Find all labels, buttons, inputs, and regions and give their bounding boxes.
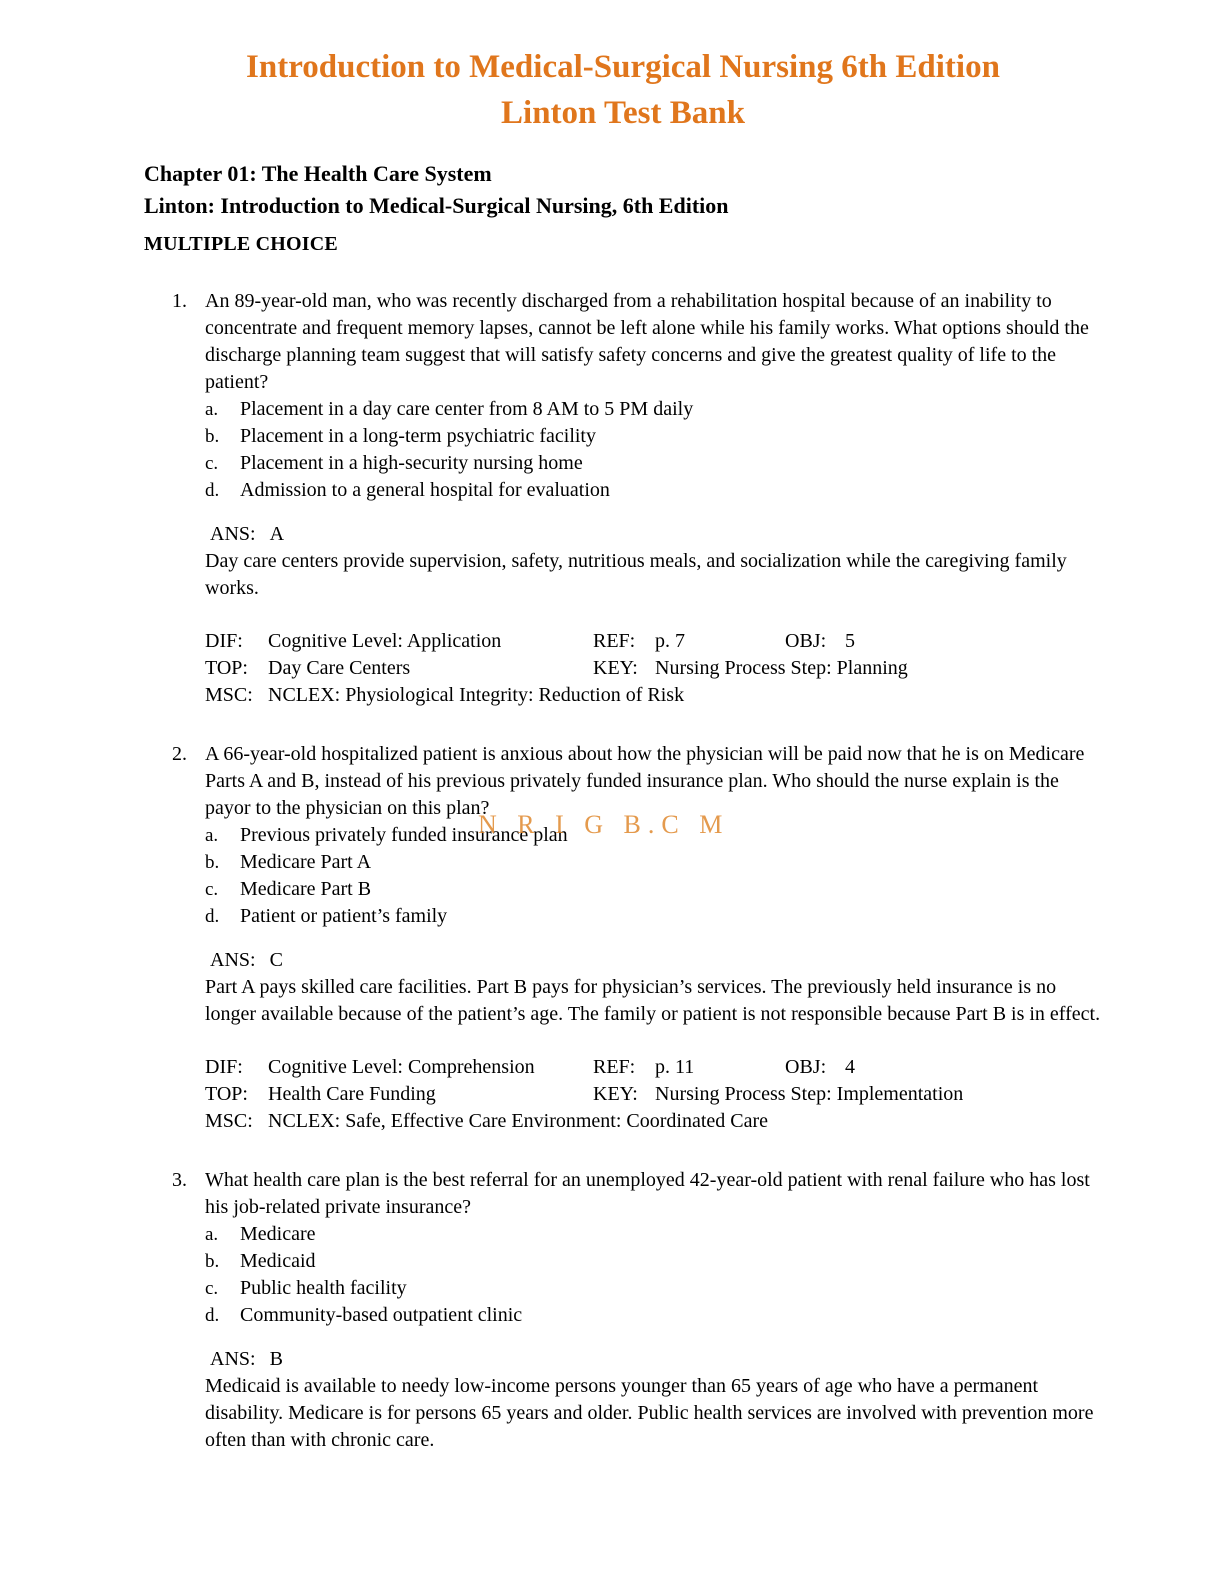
option-text: Medicare xyxy=(240,1222,316,1245)
meta-line-top xyxy=(205,1081,1102,1108)
option-letter: b. xyxy=(205,1250,220,1272)
option-text: Previous privately funded insurance plan xyxy=(240,823,568,846)
question-text: What health care plan is the best referral for an unemployed 42-year-old patient with renal failure who has lost his job-related private insurance? xyxy=(205,1168,1090,1218)
dif-label: DIF: xyxy=(205,629,243,652)
question-2-meta xyxy=(205,1054,1102,1135)
option-text: Placement in a long-term psychiatric facility xyxy=(240,424,596,447)
option-b xyxy=(205,423,1102,450)
option-d xyxy=(205,1302,1102,1329)
key-value: Nursing Process Step: Implementation xyxy=(655,1082,964,1105)
top-value: Day Care Centers xyxy=(268,656,411,679)
option-letter: a. xyxy=(205,824,219,846)
rationale: Medicaid is available to needy low-income persons younger than 65 years of age who have a permanent disability. Medicare is for persons 65 years and older. Public health services are involved with prevention more often than with chronic care. xyxy=(205,1374,1094,1451)
question-number: 3. xyxy=(172,1168,187,1191)
answer-value: A xyxy=(269,522,285,545)
msc-label: MSC: xyxy=(205,683,253,706)
question-1-options xyxy=(205,396,1102,504)
top-label: TOP: xyxy=(205,1082,248,1105)
rationale: Part A pays skilled care facilities. Part B pays for physician’s services. The previously held insurance is no longer available because of the patient’s age. The family or patient is not responsible because Part B is in effect. xyxy=(205,975,1101,1025)
option-text: Admission to a general hospital for evaluation xyxy=(240,478,610,501)
option-d xyxy=(205,903,1102,930)
question-number: 1. xyxy=(172,289,187,312)
question-1-stem xyxy=(144,288,1102,396)
option-b xyxy=(205,849,1102,876)
option-letter: c. xyxy=(205,1277,219,1299)
msc-value: NCLEX: Physiological Integrity: Reduction of Risk xyxy=(268,683,685,706)
option-d xyxy=(205,477,1102,504)
rationale: Day care centers provide supervision, safety, nutritious meals, and socialization while the caregiving family works. xyxy=(205,549,1067,599)
book-heading: Linton: Introduction to Medical-Surgical Nursing, 6th Edition xyxy=(144,192,729,218)
question-1-meta xyxy=(205,628,1102,709)
answer-line xyxy=(205,1346,1102,1373)
key-value: Nursing Process Step: Planning xyxy=(655,656,908,679)
msc-label: MSC: xyxy=(205,1109,253,1132)
answer-label: ANS: xyxy=(210,948,256,971)
question-1 xyxy=(144,288,1102,709)
answer-line xyxy=(205,521,1102,548)
document-title-line1: Introduction to Medical-Surgical Nursing 6th Edition xyxy=(246,49,1000,85)
option-letter: a. xyxy=(205,398,219,420)
option-a xyxy=(205,396,1102,423)
question-3-stem xyxy=(144,1167,1102,1221)
question-3-options xyxy=(205,1221,1102,1329)
msc-value: NCLEX: Safe, Effective Care Environment: Coordinated Care xyxy=(268,1109,769,1132)
option-letter: c. xyxy=(205,452,219,474)
option-text: Medicare Part A xyxy=(240,850,372,873)
ref-value: p. 11 xyxy=(655,1055,695,1078)
answer-value: B xyxy=(269,1347,283,1370)
watermark: N R I G B.C M xyxy=(478,810,730,839)
question-number: 2. xyxy=(172,742,187,765)
key-label: KEY: xyxy=(593,656,638,679)
question-2-stem xyxy=(144,741,1102,822)
meta-line-dif xyxy=(205,628,1102,655)
section-heading: MULTIPLE CHOICE xyxy=(144,232,338,255)
answer-line xyxy=(205,947,1102,974)
option-letter: c. xyxy=(205,878,219,900)
answer-value: C xyxy=(269,948,283,971)
option-text: Medicare Part B xyxy=(240,877,372,900)
dif-label: DIF: xyxy=(205,1055,243,1078)
option-letter: b. xyxy=(205,851,220,873)
option-letter: d. xyxy=(205,1304,220,1326)
option-text: Patient or patient’s family xyxy=(240,904,448,927)
option-c xyxy=(205,876,1102,903)
question-2 xyxy=(144,741,1102,1135)
obj-label: OBJ: xyxy=(785,1055,827,1078)
ref-label: REF: xyxy=(593,629,636,652)
option-letter: d. xyxy=(205,905,220,927)
option-letter: b. xyxy=(205,425,220,447)
key-label: KEY: xyxy=(593,1082,638,1105)
option-letter: d. xyxy=(205,479,220,501)
document-title xyxy=(144,44,1102,136)
option-c xyxy=(205,1275,1102,1302)
meta-line-dif xyxy=(205,1054,1102,1081)
answer-label: ANS: xyxy=(210,522,256,545)
ref-value: p. 7 xyxy=(655,629,685,652)
option-c xyxy=(205,450,1102,477)
obj-value: 4 xyxy=(845,1055,855,1078)
top-value: Health Care Funding xyxy=(268,1082,436,1105)
chapter-heading: Chapter 01: The Health Care System xyxy=(144,161,492,187)
option-text: Placement in a high-security nursing home xyxy=(240,451,583,474)
option-a xyxy=(205,1221,1102,1248)
meta-line-msc xyxy=(205,682,1102,709)
meta-line-top xyxy=(205,655,1102,682)
dif-value: Cognitive Level: Comprehension xyxy=(268,1055,535,1078)
question-text: An 89-year-old man, who was recently discharged from a rehabilitation hospital because of an inability to concentrate and frequent memory lapses, cannot be left alone while his family works. What options should the discharge planning team suggest that will satisfy safety concerns and give the greatest quality of life to the patient? xyxy=(205,289,1089,393)
question-3 xyxy=(144,1167,1102,1454)
option-text: Community-based outpatient clinic xyxy=(240,1303,523,1326)
option-text: Medicaid xyxy=(240,1249,316,1272)
option-text: Public health facility xyxy=(240,1276,407,1299)
dif-value: Cognitive Level: Application xyxy=(268,629,502,652)
top-label: TOP: xyxy=(205,656,248,679)
answer-label: ANS: xyxy=(210,1347,256,1370)
option-letter: a. xyxy=(205,1223,219,1245)
obj-label: OBJ: xyxy=(785,629,827,652)
option-b xyxy=(205,1248,1102,1275)
question-text: A 66-year-old hospitalized patient is anxious about how the physician will be paid now that he is on Medicare Parts A and B, instead of his previous privately funded insurance plan. Who should the nurse explain is the payor to the physician on this plan? xyxy=(205,742,1085,819)
ref-label: REF: xyxy=(593,1055,636,1078)
question-2-options xyxy=(205,822,1102,930)
meta-line-msc xyxy=(205,1108,1102,1135)
option-a xyxy=(205,822,1102,849)
chapter-block xyxy=(144,158,1102,255)
document-title-line2: Linton Test Bank xyxy=(501,95,745,132)
obj-value: 5 xyxy=(845,629,855,652)
option-text: Placement in a day care center from 8 AM to 5 PM daily xyxy=(240,397,694,420)
